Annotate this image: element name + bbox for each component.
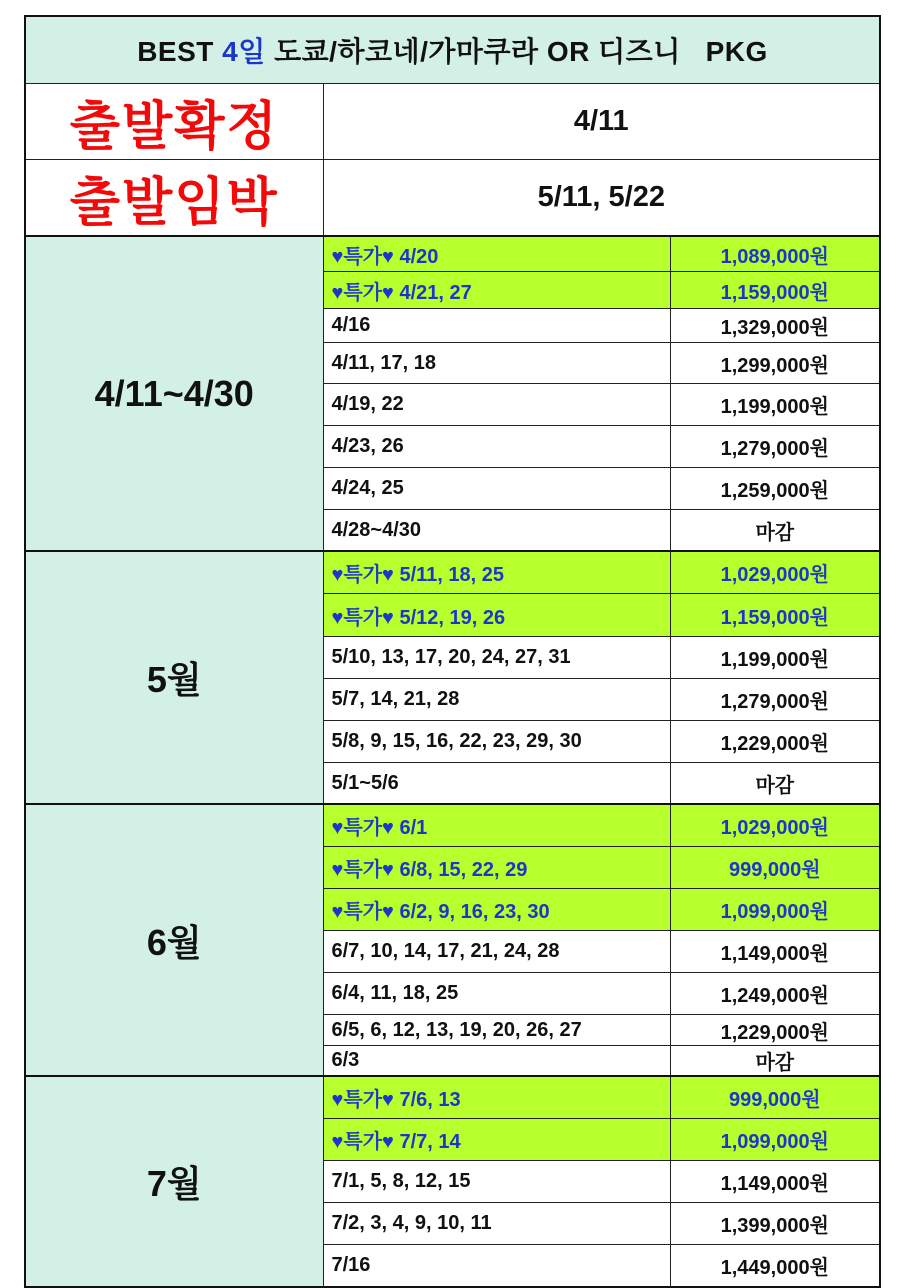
departure-dates: 6/7, 10, 14, 17, 21, 24, 28: [323, 931, 670, 973]
period-label: 6월: [25, 804, 323, 1076]
period-label: 5월: [25, 551, 323, 804]
departure-dates: 6/4, 11, 18, 25: [323, 973, 670, 1015]
price: 1,229,000원: [670, 1015, 880, 1046]
price: 마감: [670, 1046, 880, 1077]
price: 1,449,000원: [670, 1245, 880, 1288]
title-highlight: 4일: [222, 36, 266, 67]
status-row-imminent: [25, 160, 880, 237]
special-price: 1,089,000원: [670, 236, 880, 272]
title-destinations: 도쿄/하코네/가마쿠라 OR 디즈니: [274, 36, 681, 67]
departure-dates: 5/1~5/6: [323, 763, 670, 805]
departure-dates: 5/8, 9, 15, 16, 22, 23, 29, 30: [323, 721, 670, 763]
price: 1,399,000원: [670, 1203, 880, 1245]
special-price: 999,000원: [670, 1076, 880, 1119]
special-departure-dates: ♥특가♥ 4/20: [323, 236, 670, 272]
price: 1,149,000원: [670, 1161, 880, 1203]
departure-dates: 4/11, 17, 18: [323, 343, 670, 384]
price: 1,329,000원: [670, 309, 880, 343]
special-departure-dates: ♥특가♥ 6/1: [323, 804, 670, 847]
price: 마감: [670, 510, 880, 552]
title-row: [25, 16, 880, 84]
special-departure-dates: ♥특가♥ 4/21, 27: [323, 272, 670, 309]
price: 1,279,000원: [670, 679, 880, 721]
price-row: [25, 804, 880, 847]
price-row: [25, 1076, 880, 1119]
special-departure-dates: ♥특가♥ 6/2, 9, 16, 23, 30: [323, 889, 670, 931]
status-value-imminent: 5/11, 5/22: [323, 160, 880, 237]
departure-dates: 7/16: [323, 1245, 670, 1288]
price: 마감: [670, 763, 880, 805]
departure-dates: 4/28~4/30: [323, 510, 670, 552]
special-price: 999,000원: [670, 847, 880, 889]
special-price: 1,159,000원: [670, 272, 880, 309]
departure-dates: 5/10, 13, 17, 20, 24, 27, 31: [323, 637, 670, 679]
period-label: 7월: [25, 1076, 323, 1287]
special-price: 1,029,000원: [670, 551, 880, 594]
special-departure-dates: ♥특가♥ 5/11, 18, 25: [323, 551, 670, 594]
departure-dates: 4/19, 22: [323, 384, 670, 426]
price-row: [25, 551, 880, 594]
departure-dates: 4/16: [323, 309, 670, 343]
departure-dates: 6/3: [323, 1046, 670, 1077]
special-price: 1,099,000원: [670, 889, 880, 931]
title-prefix: BEST: [137, 36, 214, 67]
special-departure-dates: ♥특가♥ 6/8, 15, 22, 29: [323, 847, 670, 889]
special-price: 1,029,000원: [670, 804, 880, 847]
price: 1,249,000원: [670, 973, 880, 1015]
price: 1,299,000원: [670, 343, 880, 384]
special-price: 1,099,000원: [670, 1119, 880, 1161]
price: 1,149,000원: [670, 931, 880, 973]
departure-dates: 7/2, 3, 4, 9, 10, 11: [323, 1203, 670, 1245]
special-price: 1,159,000원: [670, 594, 880, 637]
price: 1,229,000원: [670, 721, 880, 763]
page-title: [25, 16, 880, 84]
departure-dates: 5/7, 14, 21, 28: [323, 679, 670, 721]
departure-dates: 6/5, 6, 12, 13, 19, 20, 26, 27: [323, 1015, 670, 1046]
price: 1,259,000원: [670, 468, 880, 510]
title-suffix: PKG: [705, 36, 768, 67]
price-row: [25, 236, 880, 272]
period-label: 4/11~4/30: [25, 236, 323, 551]
price-sheet: [24, 15, 879, 1288]
price: 1,199,000원: [670, 384, 880, 426]
departure-dates: 4/24, 25: [323, 468, 670, 510]
status-row-confirmed: [25, 84, 880, 160]
status-label-confirmed: 출발확정: [25, 84, 323, 160]
price-table: [24, 15, 881, 1288]
departure-dates: 4/23, 26: [323, 426, 670, 468]
price: 1,199,000원: [670, 637, 880, 679]
special-departure-dates: ♥특가♥ 7/6, 13: [323, 1076, 670, 1119]
special-departure-dates: ♥특가♥ 7/7, 14: [323, 1119, 670, 1161]
status-value-confirmed: 4/11: [323, 84, 880, 160]
status-label-imminent: 출발임박: [25, 160, 323, 237]
departure-dates: 7/1, 5, 8, 12, 15: [323, 1161, 670, 1203]
special-departure-dates: ♥특가♥ 5/12, 19, 26: [323, 594, 670, 637]
price: 1,279,000원: [670, 426, 880, 468]
